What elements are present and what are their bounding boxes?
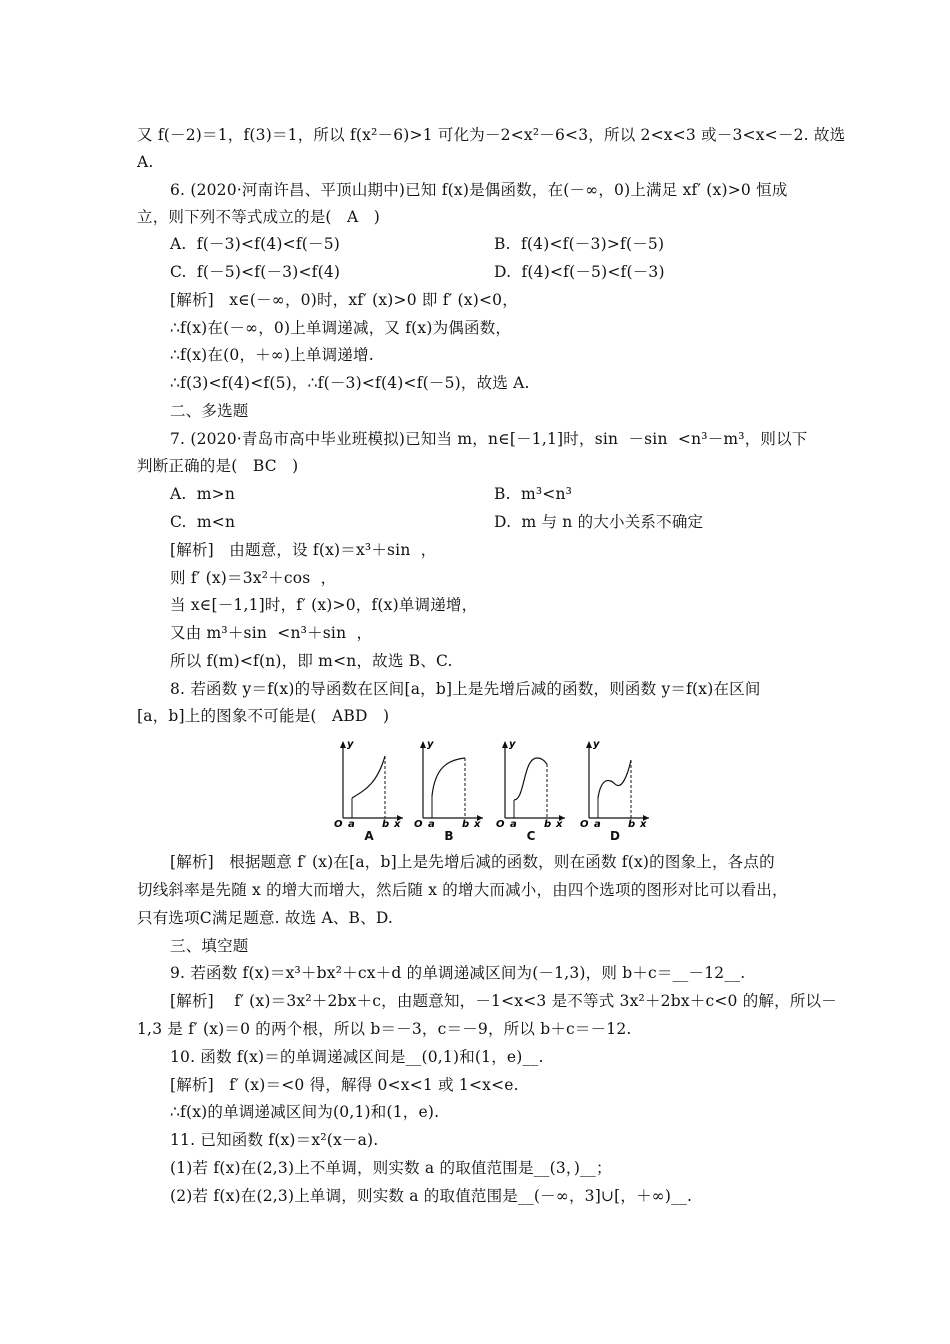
- section-heading: 三、填空题: [170, 937, 249, 955]
- y-axis-label: y: [593, 739, 600, 750]
- a-label: a: [594, 819, 601, 828]
- section-heading: 二、多选题: [170, 402, 249, 420]
- b-label: b: [462, 819, 470, 828]
- y-axis-label: y: [347, 739, 354, 750]
- option-a: A. m>n: [170, 485, 236, 503]
- question-11-part-2: (2)若 f(x)在(2,3)上单调，则实数 a 的取值范围是__(－∞，3]∪[，＋∞)__.: [170, 1187, 693, 1205]
- origin-label: O: [414, 819, 423, 828]
- solution-line: [解析] x∈(－∞，0)时，xf′ (x)>0 即 f′ (x)<0，: [170, 291, 518, 309]
- b-label: b: [544, 819, 552, 828]
- solution-line: [解析] f′ (x)＝3x²＋2bx＋c，由题意知，－1<x<3 是不等式 3x²＋2bx＋c<0 的解，所以－: [170, 992, 837, 1010]
- graph-c-plot: [495, 738, 567, 828]
- question-8-stem: 8. 若函数 y＝f(x)的导函数在区间[a，b]上是先增后减的函数，则函数 y＝f(x)在区间: [170, 680, 761, 698]
- y-axis-label: y: [427, 739, 434, 750]
- question-9-stem: 9. 若函数 f(x)＝x³＋bx²＋cx＋d 的单调递减区间为(－1,3)，则 b＋c＝__－12__.: [170, 964, 746, 982]
- solution-line: 则 f′ (x)＝3x²＋cos ，: [170, 569, 337, 587]
- b-label: b: [628, 819, 636, 828]
- question-11-stem: 11. 已知函数 f(x)＝x²(x－a).: [170, 1131, 379, 1149]
- option-graphs: [333, 738, 647, 848]
- solution-line: [解析] 根据题意 f′ (x)在[a，b]上是先增后减的函数，则在函数 f(x)的图象上，各点的: [170, 853, 775, 871]
- question-7-stem: 7. (2020·青岛市高中毕业班模拟)已知当 m，n∈[－1,1]时，sin －sin <n³－m³，则以下: [170, 430, 808, 448]
- origin-label: O: [334, 819, 343, 828]
- text-line: 1,3 是 f′ (x)＝0 的两个根，所以 b＝－3，c＝－9，所以 b＋c＝－12.: [137, 1020, 632, 1038]
- graph-d-caption: D: [610, 829, 620, 843]
- option-d: D. f(4)<f(－5)<f(－3): [494, 263, 665, 281]
- graph-d-plot: [579, 738, 651, 828]
- solution-line: ∴f(x)的单调递减区间为(0,1)和(1，e).: [170, 1103, 440, 1121]
- graph-c-caption: C: [526, 829, 536, 843]
- origin-label: O: [496, 819, 505, 828]
- graph-b-caption: B: [444, 829, 454, 843]
- text-line: 切线斜率是先随 x 的增大而增大，然后随 x 的增大而减小，由四个选项的图形对比可以看出，: [137, 881, 788, 899]
- option-b: B. f(4)<f(－3)>f(－5): [494, 235, 665, 253]
- x-axis-label: x: [394, 819, 401, 828]
- option-b: B. m³<n³: [494, 485, 573, 503]
- solution-line: [解析] 由题意，设 f(x)＝x³＋sin ，: [170, 541, 437, 559]
- question-6-stem: 6. (2020·河南许昌、平顶山期中)已知 f(x)是偶函数，在(－∞，0)上满足 xf′ (x)>0 恒成: [170, 181, 788, 199]
- x-axis-label: x: [556, 819, 563, 828]
- graph-c: [495, 738, 567, 848]
- solution-line: ∴f(x)在(－∞，0)上单调递减，又 f(x)为偶函数，: [170, 319, 512, 337]
- solution-line: 又由 m³＋sin <n³＋sin ，: [170, 624, 373, 642]
- text-line: 立，则下列不等式成立的是( A ): [137, 208, 381, 226]
- origin-label: O: [580, 819, 589, 828]
- solution-line: 当 x∈[－1,1]时，f′ (x)>0，f(x)单调递增，: [170, 596, 478, 614]
- a-label: a: [428, 819, 435, 828]
- text-line: [a，b]上的图象不可能是( ABD ): [137, 707, 390, 725]
- text-line: A.: [137, 153, 154, 171]
- graph-a-caption: A: [364, 829, 374, 843]
- text-line: 又 f(－2)＝1，f(3)＝1，所以 f(x²－6)>1 可化为－2<x²－6<3，所以 2<x<3 或－3<x<－2. 故选: [137, 126, 846, 144]
- solution-line: 所以 f(m)<f(n)，即 m<n，故选 B、C.: [170, 652, 453, 670]
- graph-a: [333, 738, 405, 848]
- option-c: C. m<n: [170, 513, 236, 531]
- a-label: a: [510, 819, 517, 828]
- solution-line: [解析] f′ (x)＝<0 得，解得 0<x<1 或 1<x<e.: [170, 1076, 519, 1094]
- text-line: 判断正确的是( BC ): [137, 457, 299, 475]
- option-d: D. m 与 n 的大小关系不确定: [494, 513, 704, 531]
- graph-b-plot: [413, 738, 485, 828]
- graph-b: [413, 738, 485, 848]
- graph-a-plot: [333, 738, 405, 828]
- b-label: b: [382, 819, 390, 828]
- question-10-stem: 10. 函数 f(x)＝的单调递减区间是__(0,1)和(1，e)__.: [170, 1048, 544, 1066]
- solution-line: ∴f(x)在(0，＋∞)上单调递增.: [170, 346, 374, 364]
- question-11-part-1: (1)若 f(x)在(2,3)上不单调，则实数 a 的取值范围是__(3，)__；: [170, 1159, 612, 1177]
- solution-line: ∴f(3)<f(4)<f(5)，∴f(－3)<f(4)<f(－5)，故选 A.: [170, 374, 530, 392]
- y-axis-label: y: [509, 739, 516, 750]
- x-axis-label: x: [474, 819, 481, 828]
- a-label: a: [348, 819, 355, 828]
- graph-d: [579, 738, 651, 848]
- text-line: 只有选项C满足题意. 故选 A、B、D.: [137, 909, 394, 927]
- option-a: A. f(－3)<f(4)<f(－5): [170, 235, 341, 253]
- option-c: C. f(－5)<f(－3)<f(4): [170, 263, 341, 281]
- x-axis-label: x: [640, 819, 647, 828]
